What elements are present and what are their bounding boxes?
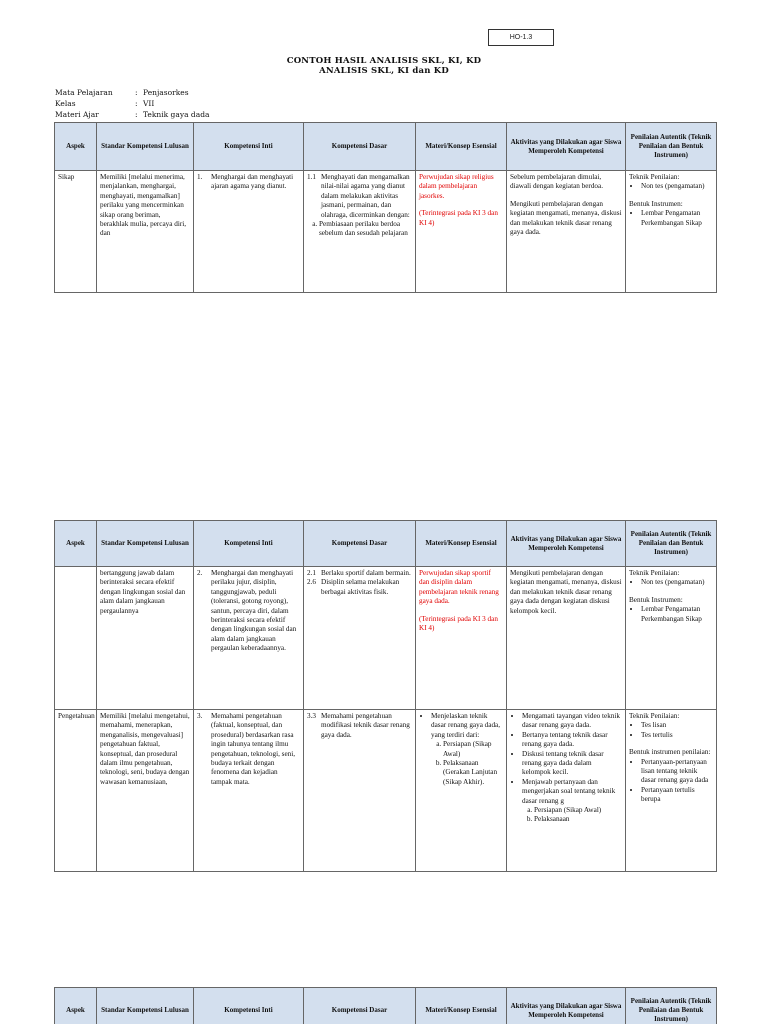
cell-aktivitas: Sebelum pembelajaran dimulai, diawali dengan kegiatan berdoa. Mengikuti pembelajaran dengan kegiatan mengamati, menanya, diskusi dan melakukan teknik dasar renang gaya dada.: [507, 171, 626, 293]
meta-subject: Mata Pelajaran : Penjasorkes: [55, 88, 189, 97]
analysis-table-3: [54, 987, 717, 1024]
header-penilaian: Penilaian Autentik (Teknik Penilaian dan Bentuk Instrumen): [626, 988, 717, 1024]
cell-penilaian: Teknik Penilaian: • Tes lisan • Tes tertulis Bentuk instrumen penilaian: • Pertanyaan-pertanyaan lisan tentang teknik dasar renang gaya dada • Pertanyaan tertulis berupa: [626, 710, 717, 872]
cell-aktivitas: [507, 710, 626, 872]
cell-kd: 2.1 Berlaku sportif dalam bermain. 2.6 Disiplin selama melakukan berbagai aktivitas fisik.: [304, 567, 416, 710]
table-header-row: [55, 123, 717, 171]
header-ki: Kompetensi Inti: [194, 988, 304, 1024]
list-item: • Non tes (pengamatan): [641, 182, 713, 191]
header-skl: Standar Kompetensi Lulusan: [97, 521, 194, 567]
header-kd: Kompetensi Dasar: [304, 521, 416, 567]
document-code: HO-1.3: [488, 29, 554, 46]
analysis-table-1: [54, 122, 717, 293]
list-item: b. Pelaksanaan: [534, 815, 622, 824]
header-aktivitas: Aktivitas yang Dilakukan agar Siswa Memperoleh Kompetensi: [507, 123, 626, 171]
cell-skl: bertanggung jawab dalam berinteraksi secara efektif dengan lingkungan sosial dan alam dalam jangkauan pergaulannya: [97, 567, 194, 710]
header-aspek: Aspek: [55, 521, 97, 567]
cell-materi: Perwujudan sikap sportif dan disiplin dalam pembelajaran teknik renang gaya dada. (Terintegrasi pada KI 3 dan KI 4): [416, 567, 507, 710]
header-skl: Standar Kompetensi Lulusan: [97, 988, 194, 1024]
header-materi: Materi/Konsep Esensial: [416, 988, 507, 1024]
document-title: CONTOH HASIL ANALISIS SKL, KI, KD: [286, 56, 482, 66]
meta-class: Kelas : VII: [55, 99, 155, 108]
header-ki: Kompetensi Inti: [194, 123, 304, 171]
header-aspek: Aspek: [55, 123, 97, 171]
document-subtitle: ANALISIS SKL, KI dan KD: [319, 66, 449, 76]
header-kd: Kompetensi Dasar: [304, 123, 416, 171]
cell-ki: 1. Menghargai dan menghayati ajaran agama yang dianut.: [194, 171, 304, 293]
list-item: b. Pelaksanaan (Gerakan Lanjutan (Sikap Akhir).: [443, 759, 503, 787]
header-aktivitas: Aktivitas yang Dilakukan agar Siswa Memperoleh Kompetensi: [507, 988, 626, 1024]
cell-ki: 3. Memahami pengetahuan (faktual, konseptual, dan prosedural) berdasarkan rasa ingin tahunya tentang ilmu pengetahuan, teknologi, seni, budaya terkait dengan fenomena dan kejadian tampak mata.: [194, 710, 304, 872]
list-item: a. Pembiasaan perilaku berdoa sebelum dan sesudah pelajaran: [319, 220, 412, 239]
list-item: • Pertanyaan tertulis berupa: [641, 786, 713, 805]
table-row: [55, 171, 717, 293]
header-ki: Kompetensi Inti: [194, 521, 304, 567]
cell-materi: [416, 710, 507, 872]
list-item: • Non tes (pengamatan): [641, 578, 713, 587]
cell-kd: 1.1 Menghayati dan mengamalkan nilai-nilai agama yang dianut dalam melakukan aktivitas jasmani, permainan, dan olahraga, dicerminkan dengan: a. Pembiasaan perilaku berdoa sebelum dan sesudah pelajaran: [304, 171, 416, 293]
list-item: • Tes tertulis: [641, 731, 713, 740]
list-item: • Lembar Pengamatan Perkembangan Sikap: [641, 209, 713, 228]
cell-skl: Memiliki [melalui menerima, menjalankan, menghargai, menghayati, mengamalkan] perilaku yang mencerminkan sikap orang beriman, berakhlak mulia, percaya diri, dan: [97, 171, 194, 293]
cell-aspek: Pengetahuan: [55, 710, 97, 872]
cell-skl: Memiliki [melalui mengetahui, memahami, menerapkan, menganalisis, mengevaluasi] pengetahuan faktual, konseptual, dan prosedural dalam ilmu pengetahuan, teknologi, seni, budaya dengan wawasan kemanusiaan,: [97, 710, 194, 872]
list-item: • Diskusi tentang teknik dasar renang gaya dada dalam kelompok kecil.: [522, 750, 622, 778]
header-penilaian: Penilaian Autentik (Teknik Penilaian dan Bentuk Instrumen): [626, 123, 717, 171]
header-penilaian: Penilaian Autentik (Teknik Penilaian dan Bentuk Instrumen): [626, 521, 717, 567]
list-item: • Bertanya tentang teknik dasar renang gaya dada.: [522, 731, 622, 750]
cell-penilaian: Teknik Penilaian: • Non tes (pengamatan) Bentuk Instrumen: • Lembar Pengamatan Perkembangan Sikap: [626, 567, 717, 710]
header-skl: Standar Kompetensi Lulusan: [97, 123, 194, 171]
header-materi: Materi/Konsep Esensial: [416, 521, 507, 567]
cell-aktivitas: Mengikuti pembelajaran dengan kegiatan mengamati, menanya, diskusi dan melakukan teknik dasar renang gaya dada dengan kegiatan diskusi kelompok kecil.: [507, 567, 626, 710]
list-item: • Pertanyaan-pertanyaan lisan tentang teknik dasar renang gaya dada: [641, 758, 713, 786]
meta-topic: Materi Ajar : Teknik gaya dada: [55, 110, 210, 119]
list-item: • Lembar Pengamatan Perkembangan Sikap: [641, 605, 713, 624]
header-aktivitas: Aktivitas yang Dilakukan agar Siswa Memperoleh Kompetensi: [507, 521, 626, 567]
table-row: [55, 710, 717, 872]
table-header-row: [55, 988, 717, 1024]
list-item: • Mengamati tayangan video teknik dasar renang gaya dada.: [522, 712, 622, 731]
table-header-row: [55, 521, 717, 567]
table-row: [55, 567, 717, 710]
list-item: a. Persiapan (Sikap Awal): [534, 806, 622, 815]
list-item: • Tes lisan: [641, 721, 713, 730]
list-item: • Menjelaskan teknik dasar renang gaya dada, yang terdiri dari: a. Persiapan (Sikap Awal) b. Pelaksanaan (Gerakan Lanjutan (Sikap Akhir).: [431, 712, 503, 787]
cell-ki: 2. Menghargai dan menghayati perilaku jujur, disiplin, tanggungjawab, peduli (toleransi, gotong royong), santun, percaya diri, dalam berinteraksi secara efektif dengan lingkungan sosial dan alam dalam jangkauan pergaulan keberadaannya.: [194, 567, 304, 710]
header-materi: Materi/Konsep Esensial: [416, 123, 507, 171]
cell-penilaian: Teknik Penilaian: • Non tes (pengamatan) Bentuk Instrumen: • Lembar Pengamatan Perkembangan Sikap: [626, 171, 717, 293]
analysis-table-2: [54, 520, 717, 872]
cell-kd: 3.3 Memahami pengetahuan modifikasi teknik dasar renang gaya dada.: [304, 710, 416, 872]
header-kd: Kompetensi Dasar: [304, 988, 416, 1024]
list-item: • Menjawab pertanyaan dan mengerjakan soal tentang teknik dasar renang g a. Persiapan (Sikap Awal) b. Pelaksanaan: [522, 778, 622, 825]
cell-aspek: Sikap: [55, 171, 97, 293]
cell-aspek: [55, 567, 97, 710]
list-item: a. Persiapan (Sikap Awal): [443, 740, 503, 759]
header-aspek: Aspek: [55, 988, 97, 1024]
cell-materi: Perwujudan sikap religius dalam pembelajaran jasorkes. (Terintegrasi pada KI 3 dan KI 4): [416, 171, 507, 293]
